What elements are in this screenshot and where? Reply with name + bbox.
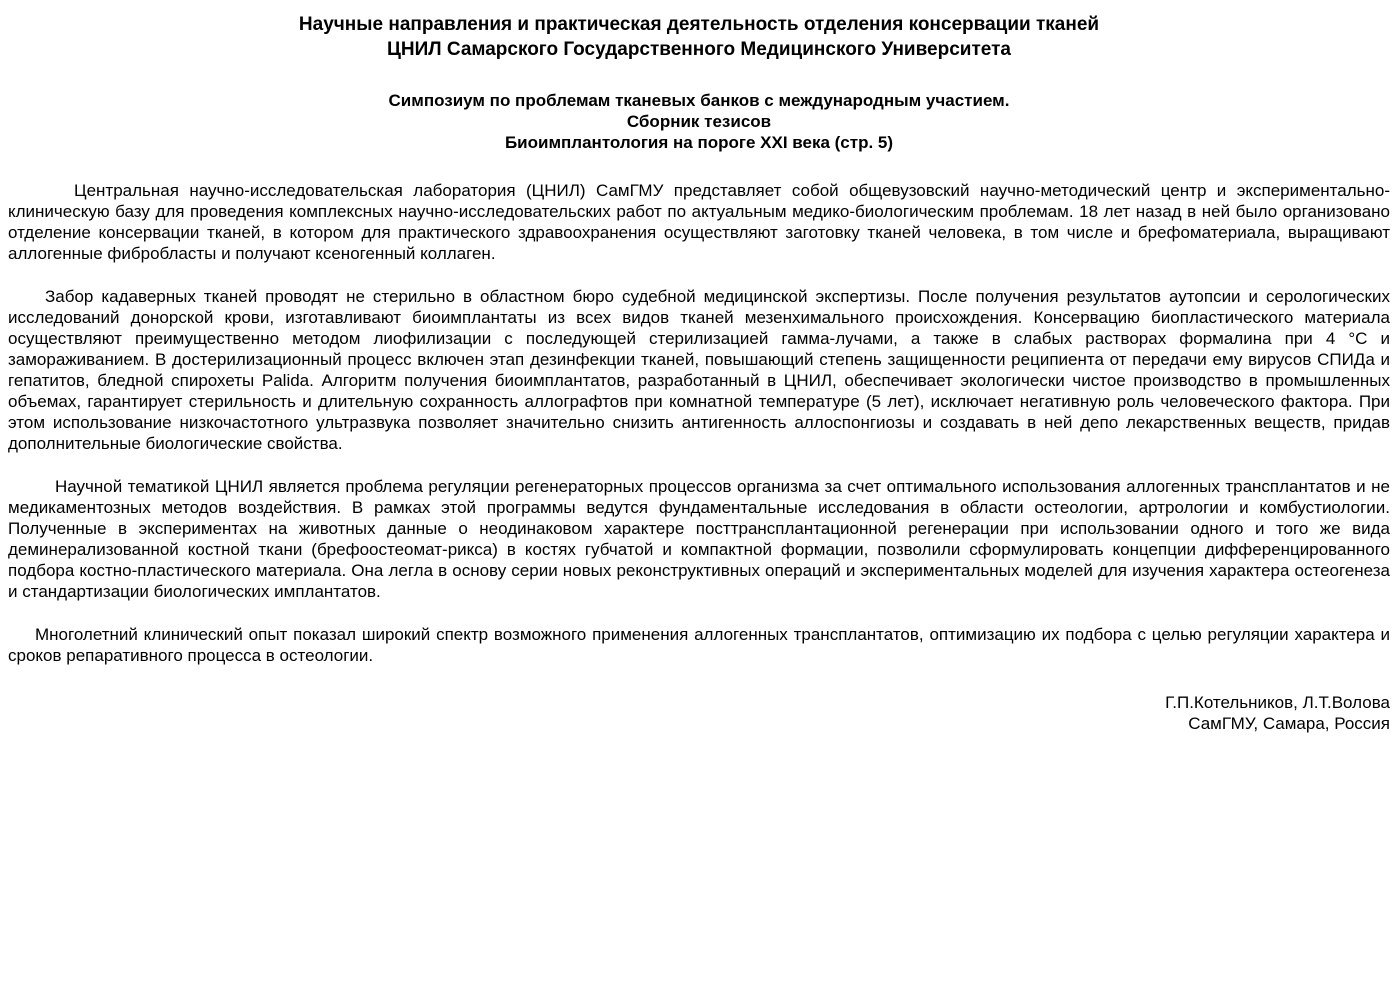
document-title: [8, 12, 1390, 62]
paragraph-intro: Центральная научно-исследовательская лаборатория (ЦНИЛ) СамГМУ представляет собой общевузовский научно-методический центр и экспериментально-клиническую базу для проведения комплексных научно-исследовательских работ по актуальным медико-биологическим проблемам. 18 лет назад в ней было организовано отделение консервации тканей, в котором для практического здравоохранения осуществляют заготовку тканей человека, в том числе и брефоматериала, выращивают аллогенные фибробласты и получают ксеногенный коллаген.: [8, 181, 1390, 263]
title-line-2: ЦНИЛ Самарского Государственного Медицинского Университета: [387, 39, 1011, 60]
subtitle-collection: Сборник тезисов: [626, 112, 772, 131]
signature-affiliation: СамГМУ, Самара, Россия: [1188, 714, 1390, 733]
document-subtitle: [8, 90, 1390, 153]
paragraph-research-topics: Научной тематикой ЦНИЛ является проблема регуляции регенераторных процессов организма за счет оптимального использования аллогенных трансплантатов и не медикаментозных методов воздействия. В рамках этой программы ведутся фундаментальные исследования в области остеологии, артрологии и комбустиологии. Полученные в экспериментах на животных данные о неодинаковом характере посттрансплантационной регенерации при использовании одного и того же вида деминерализованной костной ткани (брефоостеомат-рикса) в костях губчатой и компактной формации, позволили сформулировать концепции дифференцированного подбора костно-пластического материала. Она легла в основу серии новых реконструктивных операций и экспериментальных моделей для изучения характера остеогенеза и стандартизации биологических имплантатов.: [8, 477, 1390, 601]
subtitle-bioimplantology: Биоимплантология на пороге XXI века (стр. 5): [504, 133, 894, 152]
title-line-1: Научные направления и практическая деятельность отделения консервации тканей: [298, 14, 1100, 35]
signature-authors: Г.П.Котельников, Л.Т.Волова: [1165, 693, 1390, 712]
paragraph-tissue-harvesting: Забор кадаверных тканей проводят не стерильно в областном бюро судебной медицинской экспертизы. После получения результатов аутопсии и серологических исследований донорской крови, изготавливают биоимплантаты из всех видов тканей мезенхимального происхождения. Консервацию биопластического материала осуществляют преимущественно методом лиофилизации с последующей стерилизацией гамма-лучами, а также в слабых растворах формалина при 4 °С и замораживанием. В достерилизационный процесс включен этап дезинфекции тканей, повышающий степень защищенности реципиента от передачи ему вирусов СПИДа и гепатитов, бледной спирохеты Palida. Алгоритм получения биоимплантатов, разработанный в ЦНИЛ, обеспечивает экологически чистое производство в промышленных объемах, гарантирует стерильность и длительную сохранность аллографтов при комнатной температуре (5 лет), исключает негативную роль человеческого фактора. При этом использование низкочастотного ультразвука позволяет значительно снизить антигенность аллоспонгиозы и создавать в ней депо лекарственных веществ, придав дополнительные биологические свойства.: [8, 287, 1390, 453]
paragraph-clinical-experience: Многолетний клинический опыт показал широкий спектр возможного применения аллогенных трансплантатов, оптимизацию их подбора с целью регуляции характера и сроков репаративного процесса в остеологии.: [8, 625, 1390, 665]
signature-block: [8, 692, 1390, 734]
subtitle-symposium: Симпозиум по проблемам тканевых банков с международным участием.: [388, 91, 1010, 110]
